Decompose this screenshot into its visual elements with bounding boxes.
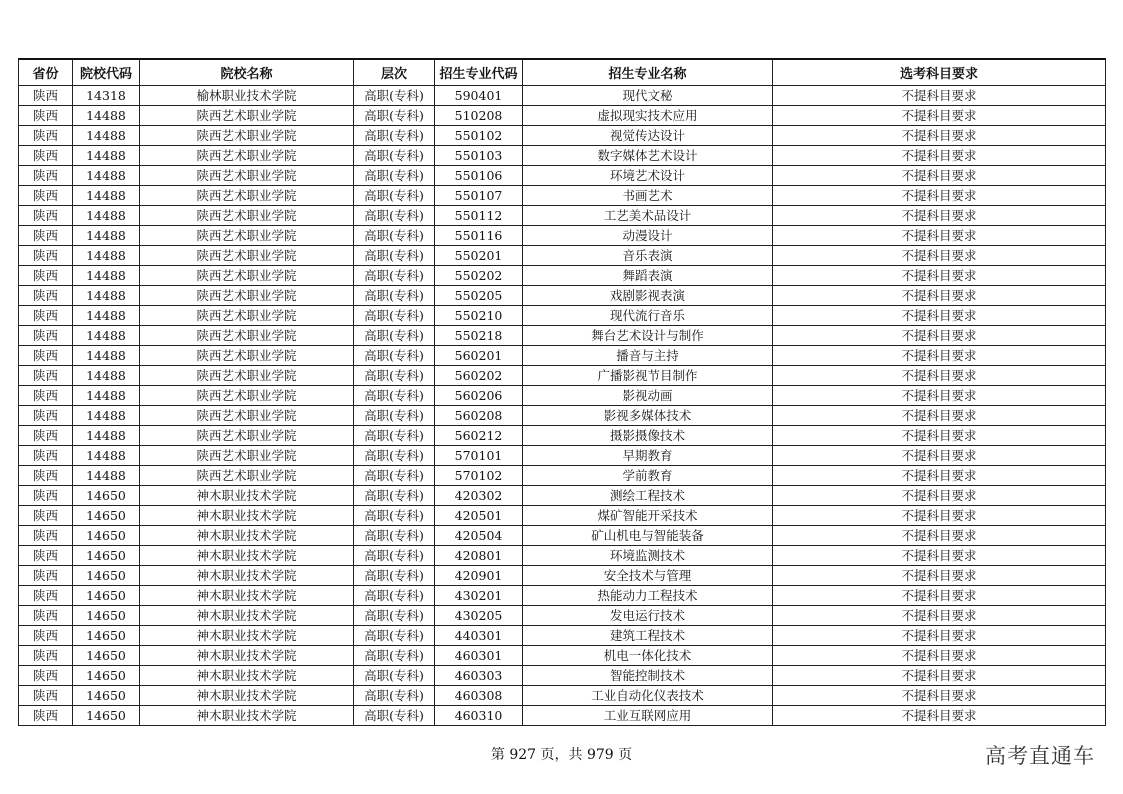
- province-cell: 陕西: [19, 166, 73, 186]
- table-row: [19, 426, 1106, 446]
- subject-requirement-cell: 不提科目要求: [773, 626, 1106, 646]
- column-header-province: 省份: [19, 59, 73, 86]
- province-cell: 陕西: [19, 106, 73, 126]
- major-name-cell: 发电运行技术: [523, 606, 773, 626]
- school-code-cell: 14650: [73, 686, 140, 706]
- school-name-cell: 神木职业技术学院: [140, 586, 354, 606]
- level-cell: 高职(专科): [354, 166, 435, 186]
- level-cell: 高职(专科): [354, 206, 435, 226]
- school-code-cell: 14488: [73, 466, 140, 486]
- school-name-cell: 陕西艺术职业学院: [140, 166, 354, 186]
- level-cell: 高职(专科): [354, 466, 435, 486]
- level-cell: 高职(专科): [354, 326, 435, 346]
- school-code-cell: 14650: [73, 586, 140, 606]
- school-name-cell: 陕西艺术职业学院: [140, 126, 354, 146]
- major-name-cell: 播音与主持: [523, 346, 773, 366]
- school-code-cell: 14488: [73, 146, 140, 166]
- table-row: [19, 266, 1106, 286]
- column-header-major-name: 招生专业名称: [523, 59, 773, 86]
- school-code-cell: 14488: [73, 126, 140, 146]
- level-cell: 高职(专科): [354, 306, 435, 326]
- subject-requirement-cell: 不提科目要求: [773, 406, 1106, 426]
- level-cell: 高职(专科): [354, 506, 435, 526]
- province-cell: 陕西: [19, 666, 73, 686]
- school-name-cell: 陕西艺术职业学院: [140, 346, 354, 366]
- province-cell: 陕西: [19, 286, 73, 306]
- table-row: [19, 346, 1106, 366]
- school-code-cell: 14488: [73, 446, 140, 466]
- school-name-cell: 陕西艺术职业学院: [140, 186, 354, 206]
- province-cell: 陕西: [19, 706, 73, 726]
- subject-requirement-cell: 不提科目要求: [773, 246, 1106, 266]
- school-code-cell: 14488: [73, 346, 140, 366]
- level-cell: 高职(专科): [354, 386, 435, 406]
- school-code-cell: 14650: [73, 626, 140, 646]
- table-row: [19, 366, 1106, 386]
- subject-requirement-cell: 不提科目要求: [773, 286, 1106, 306]
- column-header-major-code: 招生专业代码: [435, 59, 523, 86]
- subject-requirement-cell: 不提科目要求: [773, 566, 1106, 586]
- level-cell: 高职(专科): [354, 246, 435, 266]
- level-cell: 高职(专科): [354, 526, 435, 546]
- level-cell: 高职(专科): [354, 346, 435, 366]
- school-name-cell: 神木职业技术学院: [140, 546, 354, 566]
- major-name-cell: 书画艺术: [523, 186, 773, 206]
- school-code-cell: 14650: [73, 606, 140, 626]
- level-cell: 高职(专科): [354, 566, 435, 586]
- subject-requirement-cell: 不提科目要求: [773, 466, 1106, 486]
- column-header-subject-requirement: 选考科目要求: [773, 59, 1106, 86]
- major-name-cell: 舞台艺术设计与制作: [523, 326, 773, 346]
- major-name-cell: 热能动力工程技术: [523, 586, 773, 606]
- school-name-cell: 陕西艺术职业学院: [140, 246, 354, 266]
- school-name-cell: 陕西艺术职业学院: [140, 226, 354, 246]
- subject-requirement-cell: 不提科目要求: [773, 206, 1106, 226]
- table-row: [19, 446, 1106, 466]
- major-name-cell: 安全技术与管理: [523, 566, 773, 586]
- school-code-cell: 14650: [73, 526, 140, 546]
- table-row: [19, 246, 1106, 266]
- table-row: [19, 206, 1106, 226]
- table-row: [19, 406, 1106, 426]
- table-row: [19, 626, 1106, 646]
- school-name-cell: 神木职业技术学院: [140, 526, 354, 546]
- major-code-cell: 420801: [435, 546, 523, 566]
- school-code-cell: 14488: [73, 266, 140, 286]
- major-code-cell: 510208: [435, 106, 523, 126]
- subject-requirement-cell: 不提科目要求: [773, 366, 1106, 386]
- subject-requirement-cell: 不提科目要求: [773, 106, 1106, 126]
- table-row: [19, 126, 1106, 146]
- major-name-cell: 舞蹈表演: [523, 266, 773, 286]
- subject-requirement-cell: 不提科目要求: [773, 266, 1106, 286]
- major-code-cell: 460310: [435, 706, 523, 726]
- school-name-cell: 陕西艺术职业学院: [140, 466, 354, 486]
- province-cell: 陕西: [19, 346, 73, 366]
- school-name-cell: 神木职业技术学院: [140, 646, 354, 666]
- province-cell: 陕西: [19, 506, 73, 526]
- major-code-cell: 550210: [435, 306, 523, 326]
- province-cell: 陕西: [19, 246, 73, 266]
- table-row: [19, 666, 1106, 686]
- subject-requirement-cell: 不提科目要求: [773, 546, 1106, 566]
- table-row: [19, 686, 1106, 706]
- table-row: [19, 146, 1106, 166]
- major-name-cell: 工业自动化仪表技术: [523, 686, 773, 706]
- major-code-cell: 550103: [435, 146, 523, 166]
- major-code-cell: 420901: [435, 566, 523, 586]
- major-name-cell: 早期教育: [523, 446, 773, 466]
- subject-requirement-cell: 不提科目要求: [773, 326, 1106, 346]
- school-code-cell: 14488: [73, 286, 140, 306]
- major-name-cell: 工艺美术品设计: [523, 206, 773, 226]
- major-code-cell: 420501: [435, 506, 523, 526]
- subject-requirement-cell: 不提科目要求: [773, 446, 1106, 466]
- table-row: [19, 486, 1106, 506]
- school-code-cell: 14650: [73, 506, 140, 526]
- school-name-cell: 陕西艺术职业学院: [140, 306, 354, 326]
- column-header-school-name: 院校名称: [140, 59, 354, 86]
- province-cell: 陕西: [19, 86, 73, 106]
- watermark-logo: 高考直通车: [985, 744, 1095, 768]
- school-code-cell: 14650: [73, 646, 140, 666]
- major-name-cell: 影视多媒体技术: [523, 406, 773, 426]
- subject-requirement-cell: 不提科目要求: [773, 706, 1106, 726]
- school-code-cell: 14318: [73, 86, 140, 106]
- province-cell: 陕西: [19, 406, 73, 426]
- level-cell: 高职(专科): [354, 406, 435, 426]
- major-code-cell: 560201: [435, 346, 523, 366]
- major-code-cell: 560212: [435, 426, 523, 446]
- subject-requirement-cell: 不提科目要求: [773, 586, 1106, 606]
- province-cell: 陕西: [19, 606, 73, 626]
- major-code-cell: 430205: [435, 606, 523, 626]
- province-cell: 陕西: [19, 486, 73, 506]
- subject-requirement-cell: 不提科目要求: [773, 486, 1106, 506]
- table-row: [19, 506, 1106, 526]
- level-cell: 高职(专科): [354, 106, 435, 126]
- school-code-cell: 14488: [73, 386, 140, 406]
- province-cell: 陕西: [19, 646, 73, 666]
- major-code-cell: 430201: [435, 586, 523, 606]
- major-name-cell: 虚拟现实技术应用: [523, 106, 773, 126]
- major-name-cell: 工业互联网应用: [523, 706, 773, 726]
- major-name-cell: 建筑工程技术: [523, 626, 773, 646]
- major-code-cell: 550205: [435, 286, 523, 306]
- subject-requirement-cell: 不提科目要求: [773, 146, 1106, 166]
- province-cell: 陕西: [19, 306, 73, 326]
- province-cell: 陕西: [19, 626, 73, 646]
- major-name-cell: 智能控制技术: [523, 666, 773, 686]
- major-name-cell: 影视动画: [523, 386, 773, 406]
- school-code-cell: 14488: [73, 246, 140, 266]
- school-name-cell: 陕西艺术职业学院: [140, 266, 354, 286]
- province-cell: 陕西: [19, 446, 73, 466]
- major-code-cell: 560202: [435, 366, 523, 386]
- subject-requirement-cell: 不提科目要求: [773, 666, 1106, 686]
- subject-requirement-cell: 不提科目要求: [773, 526, 1106, 546]
- major-name-cell: 煤矿智能开采技术: [523, 506, 773, 526]
- table-row: [19, 106, 1106, 126]
- province-cell: 陕西: [19, 266, 73, 286]
- major-code-cell: 550102: [435, 126, 523, 146]
- subject-requirement-cell: 不提科目要求: [773, 86, 1106, 106]
- province-cell: 陕西: [19, 366, 73, 386]
- major-code-cell: 550107: [435, 186, 523, 206]
- school-code-cell: 14488: [73, 426, 140, 446]
- table-header-row: [19, 59, 1106, 86]
- table-row: [19, 526, 1106, 546]
- school-code-cell: 14488: [73, 306, 140, 326]
- major-name-cell: 视觉传达设计: [523, 126, 773, 146]
- school-code-cell: 14488: [73, 166, 140, 186]
- major-name-cell: 摄影摄像技术: [523, 426, 773, 446]
- table-row: [19, 86, 1106, 106]
- major-name-cell: 音乐表演: [523, 246, 773, 266]
- school-name-cell: 神木职业技术学院: [140, 486, 354, 506]
- province-cell: 陕西: [19, 566, 73, 586]
- subject-requirement-cell: 不提科目要求: [773, 306, 1106, 326]
- table-row: [19, 186, 1106, 206]
- major-code-cell: 590401: [435, 86, 523, 106]
- major-code-cell: 550218: [435, 326, 523, 346]
- table-row: [19, 546, 1106, 566]
- level-cell: 高职(专科): [354, 706, 435, 726]
- major-name-cell: 矿山机电与智能装备: [523, 526, 773, 546]
- level-cell: 高职(专科): [354, 286, 435, 306]
- major-code-cell: 550116: [435, 226, 523, 246]
- subject-requirement-cell: 不提科目要求: [773, 226, 1106, 246]
- major-name-cell: 测绘工程技术: [523, 486, 773, 506]
- school-name-cell: 陕西艺术职业学院: [140, 286, 354, 306]
- level-cell: 高职(专科): [354, 446, 435, 466]
- subject-requirement-cell: 不提科目要求: [773, 186, 1106, 206]
- school-name-cell: 陕西艺术职业学院: [140, 366, 354, 386]
- major-name-cell: 现代流行音乐: [523, 306, 773, 326]
- province-cell: 陕西: [19, 386, 73, 406]
- major-code-cell: 460301: [435, 646, 523, 666]
- school-name-cell: 陕西艺术职业学院: [140, 146, 354, 166]
- column-header-level: 层次: [354, 59, 435, 86]
- major-code-cell: 460303: [435, 666, 523, 686]
- level-cell: 高职(专科): [354, 86, 435, 106]
- level-cell: 高职(专科): [354, 186, 435, 206]
- subject-requirement-cell: 不提科目要求: [773, 686, 1106, 706]
- major-code-cell: 440301: [435, 626, 523, 646]
- table-row: [19, 386, 1106, 406]
- page-number: 第 927 页，共 979 页: [490, 747, 633, 763]
- major-name-cell: 学前教育: [523, 466, 773, 486]
- school-name-cell: 神木职业技术学院: [140, 566, 354, 586]
- school-code-cell: 14488: [73, 106, 140, 126]
- level-cell: 高职(专科): [354, 146, 435, 166]
- school-name-cell: 神木职业技术学院: [140, 606, 354, 626]
- major-name-cell: 数字媒体艺术设计: [523, 146, 773, 166]
- school-code-cell: 14650: [73, 566, 140, 586]
- province-cell: 陕西: [19, 226, 73, 246]
- level-cell: 高职(专科): [354, 686, 435, 706]
- level-cell: 高职(专科): [354, 606, 435, 626]
- table-row: [19, 646, 1106, 666]
- level-cell: 高职(专科): [354, 126, 435, 146]
- school-code-cell: 14650: [73, 546, 140, 566]
- school-name-cell: 陕西艺术职业学院: [140, 106, 354, 126]
- major-name-cell: 戏剧影视表演: [523, 286, 773, 306]
- school-code-cell: 14488: [73, 406, 140, 426]
- school-code-cell: 14488: [73, 326, 140, 346]
- subject-requirement-cell: 不提科目要求: [773, 606, 1106, 626]
- province-cell: 陕西: [19, 206, 73, 226]
- province-cell: 陕西: [19, 326, 73, 346]
- school-code-cell: 14488: [73, 186, 140, 206]
- major-name-cell: 环境艺术设计: [523, 166, 773, 186]
- level-cell: 高职(专科): [354, 546, 435, 566]
- table-row: [19, 706, 1106, 726]
- subject-requirement-cell: 不提科目要求: [773, 506, 1106, 526]
- school-name-cell: 陕西艺术职业学院: [140, 386, 354, 406]
- table-row: [19, 286, 1106, 306]
- school-code-cell: 14650: [73, 486, 140, 506]
- major-code-cell: 420504: [435, 526, 523, 546]
- province-cell: 陕西: [19, 126, 73, 146]
- level-cell: 高职(专科): [354, 586, 435, 606]
- table-row: [19, 566, 1106, 586]
- major-code-cell: 550201: [435, 246, 523, 266]
- level-cell: 高职(专科): [354, 426, 435, 446]
- school-name-cell: 陕西艺术职业学院: [140, 406, 354, 426]
- major-code-cell: 550202: [435, 266, 523, 286]
- level-cell: 高职(专科): [354, 486, 435, 506]
- school-code-cell: 14488: [73, 366, 140, 386]
- table-row: [19, 166, 1106, 186]
- table-row: [19, 306, 1106, 326]
- major-code-cell: 570101: [435, 446, 523, 466]
- major-name-cell: 现代文秘: [523, 86, 773, 106]
- school-code-cell: 14650: [73, 666, 140, 686]
- major-code-cell: 570102: [435, 466, 523, 486]
- major-name-cell: 机电一体化技术: [523, 646, 773, 666]
- subject-requirement-cell: 不提科目要求: [773, 346, 1106, 366]
- level-cell: 高职(专科): [354, 626, 435, 646]
- table-row: [19, 606, 1106, 626]
- major-code-cell: 550106: [435, 166, 523, 186]
- province-cell: 陕西: [19, 586, 73, 606]
- school-name-cell: 陕西艺术职业学院: [140, 206, 354, 226]
- subject-requirement-cell: 不提科目要求: [773, 426, 1106, 446]
- province-cell: 陕西: [19, 526, 73, 546]
- school-name-cell: 陕西艺术职业学院: [140, 326, 354, 346]
- column-header-school-code: 院校代码: [73, 59, 140, 86]
- major-code-cell: 560208: [435, 406, 523, 426]
- subject-requirement-cell: 不提科目要求: [773, 126, 1106, 146]
- major-code-cell: 560206: [435, 386, 523, 406]
- school-name-cell: 神木职业技术学院: [140, 506, 354, 526]
- school-code-cell: 14488: [73, 226, 140, 246]
- school-name-cell: 神木职业技术学院: [140, 706, 354, 726]
- school-name-cell: 神木职业技术学院: [140, 686, 354, 706]
- school-name-cell: 陕西艺术职业学院: [140, 426, 354, 446]
- level-cell: 高职(专科): [354, 646, 435, 666]
- subject-requirement-cell: 不提科目要求: [773, 166, 1106, 186]
- level-cell: 高职(专科): [354, 226, 435, 246]
- province-cell: 陕西: [19, 546, 73, 566]
- province-cell: 陕西: [19, 426, 73, 446]
- school-name-cell: 神木职业技术学院: [140, 626, 354, 646]
- school-name-cell: 神木职业技术学院: [140, 666, 354, 686]
- table-row: [19, 226, 1106, 246]
- school-code-cell: 14488: [73, 206, 140, 226]
- admission-table: [18, 58, 1106, 726]
- subject-requirement-cell: 不提科目要求: [773, 386, 1106, 406]
- level-cell: 高职(专科): [354, 266, 435, 286]
- major-name-cell: 动漫设计: [523, 226, 773, 246]
- table-row: [19, 586, 1106, 606]
- table-row: [19, 466, 1106, 486]
- province-cell: 陕西: [19, 186, 73, 206]
- major-code-cell: 550112: [435, 206, 523, 226]
- subject-requirement-cell: 不提科目要求: [773, 646, 1106, 666]
- major-name-cell: 广播影视节目制作: [523, 366, 773, 386]
- school-code-cell: 14650: [73, 706, 140, 726]
- level-cell: 高职(专科): [354, 666, 435, 686]
- school-name-cell: 陕西艺术职业学院: [140, 446, 354, 466]
- major-name-cell: 环境监测技术: [523, 546, 773, 566]
- major-code-cell: 420302: [435, 486, 523, 506]
- province-cell: 陕西: [19, 686, 73, 706]
- province-cell: 陕西: [19, 146, 73, 166]
- table-row: [19, 326, 1106, 346]
- province-cell: 陕西: [19, 466, 73, 486]
- level-cell: 高职(专科): [354, 366, 435, 386]
- school-name-cell: 榆林职业技术学院: [140, 86, 354, 106]
- major-code-cell: 460308: [435, 686, 523, 706]
